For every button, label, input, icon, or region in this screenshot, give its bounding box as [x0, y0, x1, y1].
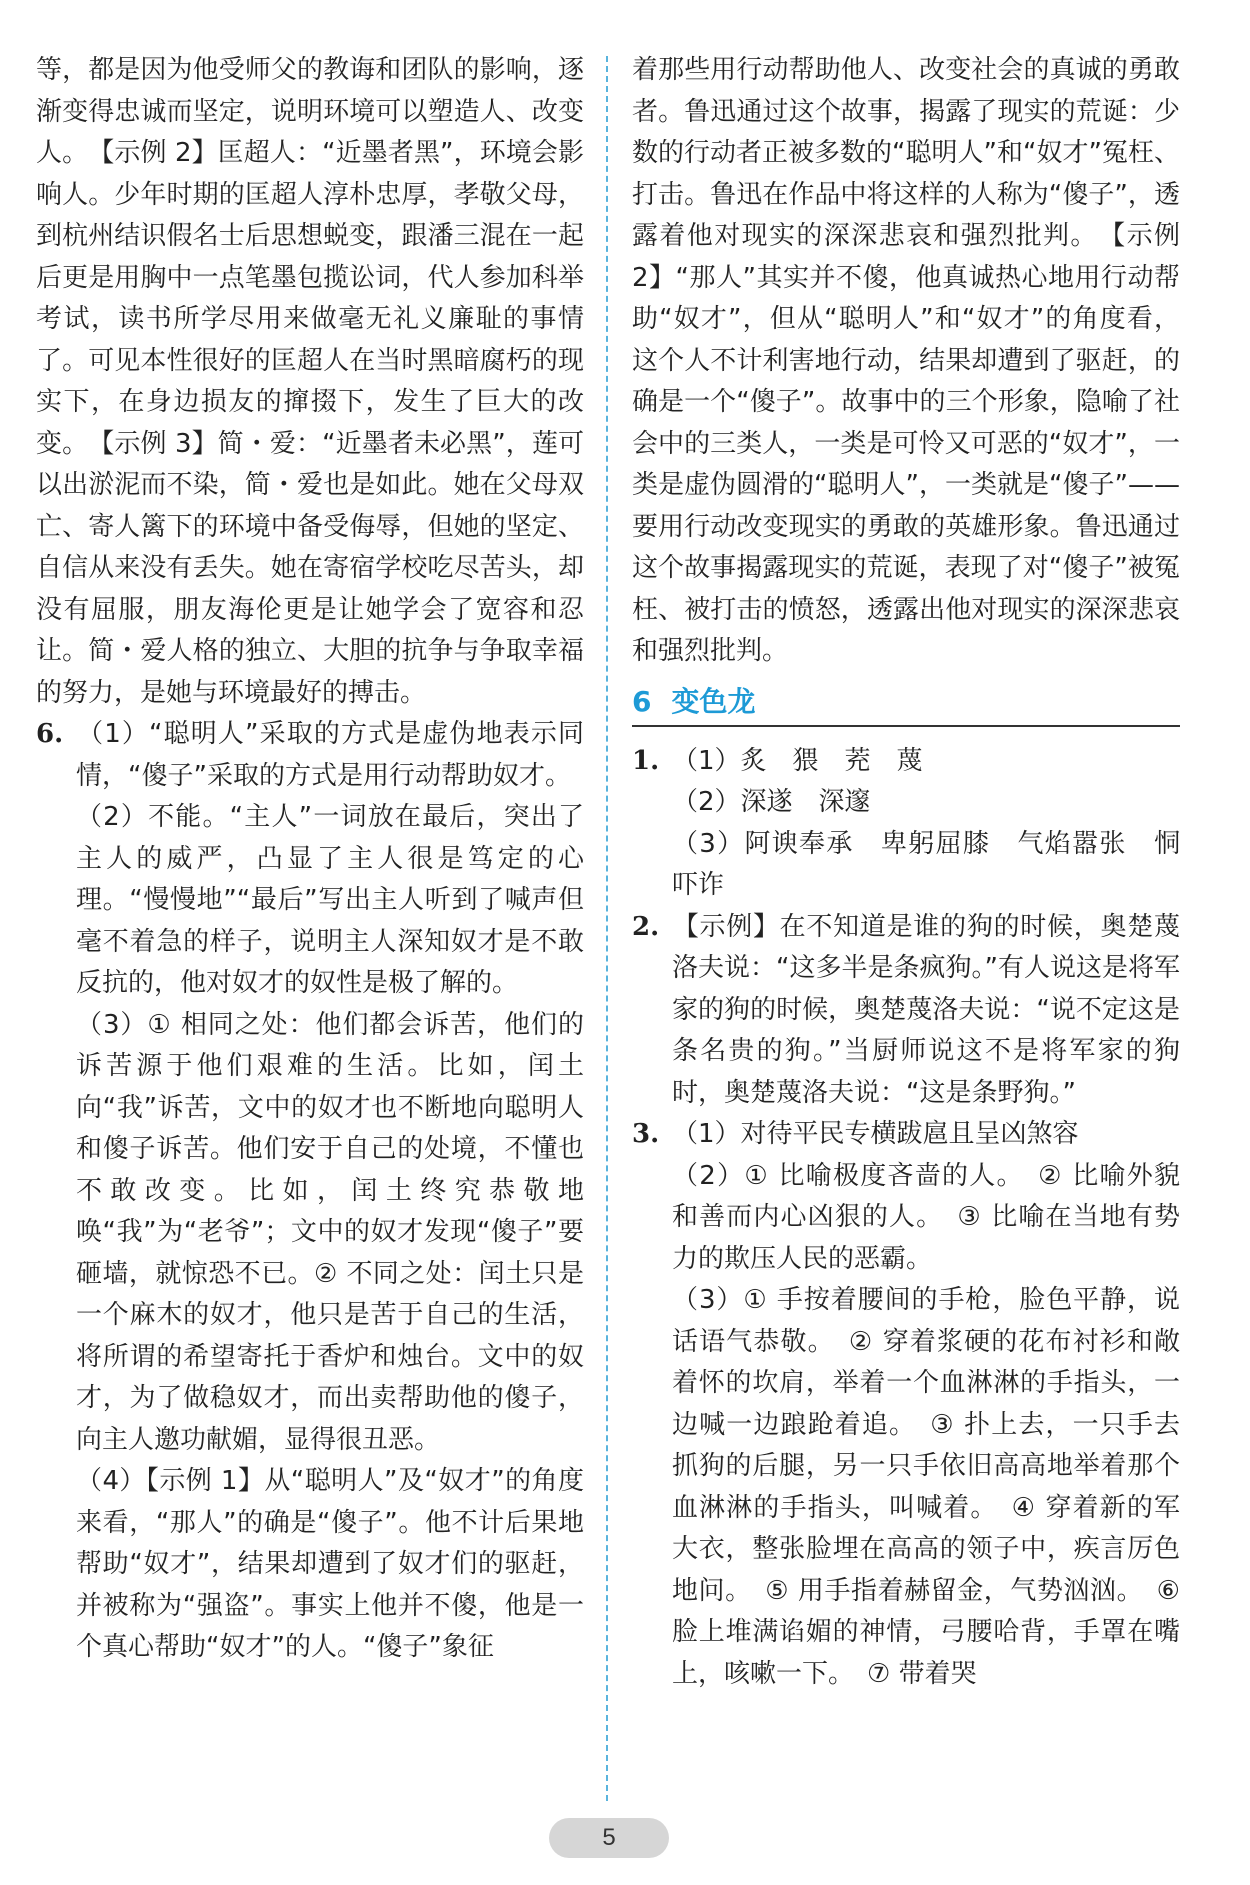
question-6-part-2: （2）不能。“主人”一词放在最后，突出了主人的威严，凸显了主人很是笃定的心理。“慢慢地”“最后”写出主人听到了喊声但毫不着急的样子，说明主人深知奴才是不敢反抗的，他对奴才的奴性是极了解的。: [76, 802, 584, 998]
question-6: [36, 714, 584, 1669]
section-title: 变色龙: [671, 684, 756, 718]
question-1-part-3: （3）阿谀奉承 卑躬屈膝 气焰嚣张 恫吓诈: [672, 828, 1180, 900]
answer-text-continuation: 等，都是因为他受师父的教诲和团队的影响，逐渐变得忠诚而坚定，说明环境可以塑造人、改变人。 【示例 2】匡超人：“近墨者黑”，环境会影响人。少年时期的匡超人淳朴忠厚，孝敬父母，到杭州结识假名士后思想蜕变，跟潘三混在一起后更是用胸中一点笔墨包揽讼词，代人参加科举考试，读书所学尽用来做毫无礼义廉耻的事情了。可见本性很好的匡超人在当时黑暗腐朽的现实下，在身边损友的撺掇下，发生了巨大的改变。 【示例 3】简・爱：“近墨者未必黑”，莲可以出淤泥而不染，简・爱也是如此。她在父母双亡、寄人篱下的环境中备受侮辱，但她的坚定、自信从来没有丢失。她在寄宿学校吃尽苦头，却没有屈服，朋友海伦更是让她学会了宽容和忍让。简・爱人格的独立、大胆的抗争与争取幸福的努力，是她与环境最好的搏击。: [36, 55, 584, 708]
question-1-part-2: （2）深遂 深邃: [672, 787, 871, 817]
question-number: 3.: [632, 1119, 660, 1149]
right-column: [632, 50, 1180, 1695]
question-3: [632, 1114, 1180, 1695]
question-1-part-1: 1. （1）炙 猥 茺 蔑: [672, 741, 1180, 783]
question-6-part-4: （4）【示例 1】从“聪明人”及“奴才”的角度来看，“那人”的确是“傻子”。他不计后果地帮助“奴才”，结果却遭到了奴才们的驱赶，并被称为“强盗”。事实上他并不傻，他是一个真心帮助“奴才”的人。“傻子”象征: [76, 1466, 584, 1662]
question-6-part-1: 6. （1）“聪明人”采取的方式是虚伪地表示同情，“傻子”采取的方式是用行动帮助奴才。: [76, 714, 584, 797]
page-number: 5: [602, 1824, 616, 1851]
left-column: [36, 50, 584, 1669]
section-number: 6: [632, 684, 652, 718]
question-3-part-3: （3）① 手按着腰间的手枪，脸色平静，说话语气恭敬。 ② 穿着浆硬的花布衬衫和敞着怀的坎肩，举着一个血淋淋的手指头，一边喊一边踉跄着追。 ③ 扑上去，一只手去抓狗的后腿，另一只手依旧高高地举着那个血淋淋的手指头，叫喊着。 ④ 穿着新的军大衣，整张脸埋在高高的领子中，疾言厉色地问。 ⑤ 用手指着赫留金，气势汹汹。 ⑥ 脸上堆满谄媚的神情，弓腰哈背，手罩在嘴上，咳嗽一下。 ⑦ 带着哭: [672, 1285, 1180, 1689]
question-2: [632, 907, 1180, 1115]
answer-text-continuation: 着那些用行动帮助他人、改变社会的真诚的勇敢者。鲁迅通过这个故事，揭露了现实的荒诞：少数的行动者正被多数的“聪明人”和“奴才”冤枉、打击。鲁迅在作品中将这样的人称为“傻子”，透露着他对现实的深深悲哀和强烈批判。 【示例 2】“那人”其实并不傻，他真诚热心地用行动帮助“奴才”，但从“聪明人”和“奴才”的角度看，这个人不计利害地行动，结果却遭到了驱赶，的确是一个“傻子”。故事中的三个形象，隐喻了社会中的三类人，一类是可怜又可恶的“奴才”，一类是虚伪圆滑的“聪明人”，一类就是“傻子”——要用行动改变现实的勇敢的英雄形象。鲁迅通过这个故事揭露现实的荒诞，表现了对“傻子”被冤枉、被打击的愤怒，透露出他对现实的深深悲哀和强烈批判。: [632, 55, 1180, 666]
question-number: 2.: [632, 911, 660, 942]
page-number-badge: [549, 1818, 669, 1858]
question-3-part-2: （2）① 比喻极度吝啬的人。 ② 比喻外貌和善而内心凶狠的人。 ③ 比喻在当地有势力的欺压人民的恶霸。: [672, 1160, 1180, 1274]
question-2-part-1: 2. 【示例】在不知道是谁的狗的时候，奥楚蔑洛夫说：“这多半是条疯狗。”有人说这是将军家的狗的时候，奥楚蔑洛夫说：“说不定这是条名贵的狗。”当厨师说这不是将军家的狗时，奥楚蔑洛夫说：“这是条野狗。”: [672, 907, 1180, 1115]
question-number: 1.: [632, 745, 660, 776]
column-divider: [606, 56, 608, 1801]
question-1: [632, 741, 1180, 907]
section-heading: [632, 681, 1180, 727]
question-6-part-3: （3）① 相同之处：他们都会诉苦，他们的诉苦源于他们艰难的生活。比如，闰土向“我”诉苦，文中的奴才也不断地向聪明人和傻子诉苦。他们安于自己的处境，不懂也不敢改变。比如，闰土终究恭敬地唤“我”为“老爷”；文中的奴才发现“傻子”要砸墙，就惊恐不已。② 不同之处：闰土只是一个麻木的奴才，他只是苦于自己的生活，将所谓的希望寄托于香炉和烛台。文中的奴才，为了做稳奴才，而出卖帮助他的傻子，向主人邀功献媚，显得很丑恶。: [76, 1009, 584, 1455]
question-number: 6.: [36, 719, 64, 749]
question-3-part-1: 3. （1）对待平民专横跋扈且呈凶煞容: [672, 1114, 1180, 1156]
